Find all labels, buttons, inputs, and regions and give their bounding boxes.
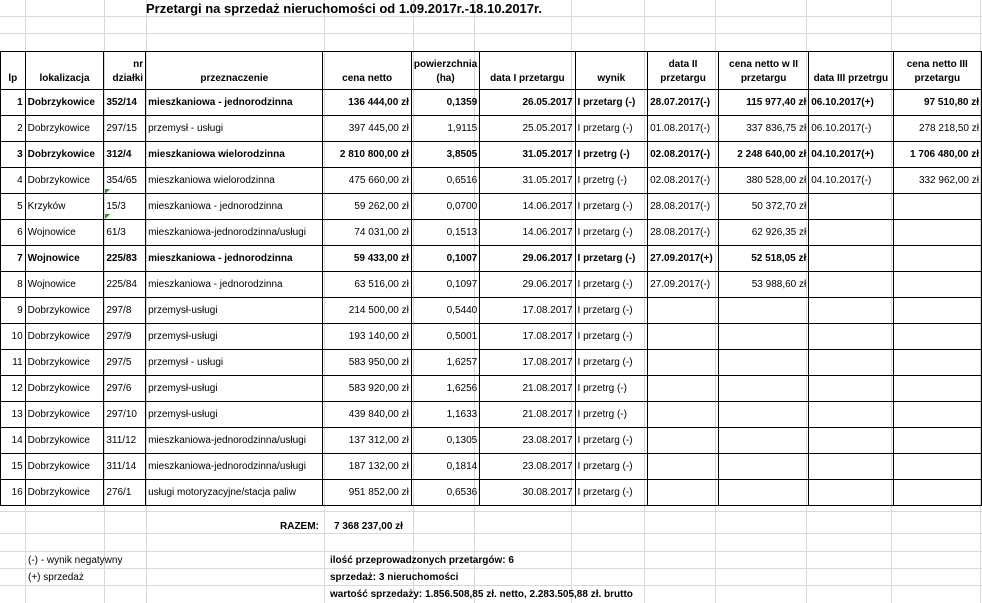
legend-positive: (+) sprzedaż xyxy=(28,572,84,583)
cell-wynik[interactable]: I przetarg (-) xyxy=(575,194,648,220)
cell-lp[interactable]: 11 xyxy=(1,350,26,376)
cell-cena-2[interactable]: 380 528,00 zł xyxy=(718,168,808,194)
cell-nr-dzialki[interactable]: 352/14 xyxy=(104,90,146,116)
cell-lp[interactable]: 5 xyxy=(1,194,26,220)
cell-data-1[interactable]: 25.05.2017 xyxy=(480,116,575,142)
cell-data-3[interactable] xyxy=(809,480,893,506)
cell-data-2[interactable]: 01.08.2017(-) xyxy=(648,116,719,142)
cell-data-1[interactable]: 29.06.2017 xyxy=(480,246,575,272)
cell-lokalizacja[interactable]: Dobrzykowice xyxy=(25,402,104,428)
cell-lokalizacja[interactable]: Wojnowice xyxy=(25,272,104,298)
cell-cena-2[interactable] xyxy=(718,350,808,376)
cell-lokalizacja[interactable]: Dobrzykowice xyxy=(25,324,104,350)
cell-nr-dzialki[interactable]: 225/84 xyxy=(104,272,146,298)
cell-powierzchnia[interactable]: 0,1007 xyxy=(411,246,479,272)
summary-sold: sprzedaż: 3 nieruchomości xyxy=(330,572,459,583)
cell-cena-2[interactable]: 52 518,05 zł xyxy=(718,246,808,272)
cell-przeznaczenie[interactable]: przemysł-usługi xyxy=(146,324,323,350)
cell-data-2[interactable]: 02.08.2017(-) xyxy=(648,142,719,168)
cell-cena-3[interactable] xyxy=(893,272,981,298)
cell-lp[interactable]: 6 xyxy=(1,220,26,246)
cell-lp[interactable]: 13 xyxy=(1,402,26,428)
table-row xyxy=(1,376,982,402)
cell-data-2[interactable] xyxy=(648,298,719,324)
cell-wynik[interactable]: I przetarg (-) xyxy=(575,272,648,298)
cell-nr-dzialki[interactable]: 297/6 xyxy=(104,376,146,402)
cell-wynik[interactable]: I przetarg (-) xyxy=(575,480,648,506)
cell-lp[interactable]: 15 xyxy=(1,454,26,480)
table-row xyxy=(1,480,982,506)
cell-data-3[interactable]: 04.10.2017(+) xyxy=(809,142,893,168)
cell-nr-dzialki[interactable]: 297/15 xyxy=(104,116,146,142)
cell-cena-3[interactable] xyxy=(893,220,981,246)
cell-powierzchnia[interactable]: 3,8505 xyxy=(411,142,479,168)
cell-przeznaczenie[interactable]: mieszkaniowa - jednorodzinna xyxy=(146,90,323,116)
cell-przeznaczenie[interactable]: mieszkaniowa-jednorodzinna/usługi xyxy=(146,454,323,480)
cell-cena-3[interactable] xyxy=(893,324,981,350)
table-row xyxy=(1,116,982,142)
cell-wynik[interactable]: I przetarg (-) xyxy=(575,298,648,324)
cell-przeznaczenie[interactable]: mieszkaniowa-jednorodzinna/usługi xyxy=(146,428,323,454)
cell-cena-netto[interactable]: 137 312,00 zł xyxy=(323,428,411,454)
cell-cena-2[interactable]: 115 977,40 zł xyxy=(718,90,808,116)
total-value[interactable]: 7 368 237,00 zł xyxy=(334,521,403,532)
cell-cena-2[interactable] xyxy=(718,454,808,480)
cell-data-1[interactable]: 17.08.2017 xyxy=(480,324,575,350)
cell-lp[interactable]: 7 xyxy=(1,246,26,272)
cell-lokalizacja[interactable]: Dobrzykowice xyxy=(25,480,104,506)
cell-powierzchnia[interactable]: 0,6536 xyxy=(411,480,479,506)
cell-data-2[interactable] xyxy=(648,402,719,428)
table-row xyxy=(1,90,982,116)
cell-data-3[interactable]: 06.10.2017(+) xyxy=(809,90,893,116)
cell-cena-2[interactable] xyxy=(718,402,808,428)
col-lokalizacja[interactable]: lokalizacja xyxy=(25,52,104,90)
cell-cena-2[interactable] xyxy=(718,480,808,506)
cell-powierzchnia[interactable]: 0,1814 xyxy=(411,454,479,480)
cell-lokalizacja[interactable]: Dobrzykowice xyxy=(25,90,104,116)
cell-powierzchnia[interactable]: 0,1513 xyxy=(411,220,479,246)
cell-wynik[interactable]: I przetrg (-) xyxy=(575,402,648,428)
col-data-3[interactable]: data III przetrgu xyxy=(809,52,893,90)
cell-lp[interactable]: 3 xyxy=(1,142,26,168)
cell-data-1[interactable]: 23.08.2017 xyxy=(480,428,575,454)
col-wynik[interactable]: wynik xyxy=(575,52,648,90)
cell-data-3[interactable]: 06.10.2017(-) xyxy=(809,116,893,142)
cell-lokalizacja[interactable]: Dobrzykowice xyxy=(25,376,104,402)
cell-cena-netto[interactable]: 2 810 800,00 zł xyxy=(323,142,411,168)
cell-wynik[interactable]: I przetarg (-) xyxy=(575,454,648,480)
cell-lokalizacja[interactable]: Krzyków xyxy=(25,194,104,220)
comment-marker-icon xyxy=(105,189,110,194)
cell-cena-3[interactable]: 278 218,50 zł xyxy=(893,116,981,142)
cell-cena-2[interactable] xyxy=(718,428,808,454)
cell-przeznaczenie[interactable]: mieszkaniowa - jednorodzinna xyxy=(146,272,323,298)
cell-przeznaczenie[interactable]: mieszkaniowa-jednorodzinna/usługi xyxy=(146,220,323,246)
cell-cena-3[interactable] xyxy=(893,428,981,454)
cell-cena-2[interactable]: 53 988,60 zł xyxy=(718,272,808,298)
cell-data-3[interactable] xyxy=(809,246,893,272)
cell-data-3[interactable] xyxy=(809,454,893,480)
table-row xyxy=(1,454,982,480)
cell-nr-dzialki[interactable]: 312/4 xyxy=(104,142,146,168)
cell-lp[interactable]: 4 xyxy=(1,168,26,194)
cell-lp[interactable]: 1 xyxy=(1,90,26,116)
table-row xyxy=(1,324,982,350)
table-row xyxy=(1,194,982,220)
cell-data-1[interactable]: 29.06.2017 xyxy=(480,272,575,298)
cell-cena-2[interactable] xyxy=(718,324,808,350)
col-cena-3[interactable]: cena netto III przetargu xyxy=(893,52,981,90)
cell-data-2[interactable]: 02.08.2017(-) xyxy=(648,168,719,194)
cell-data-2[interactable] xyxy=(648,454,719,480)
cell-powierzchnia[interactable]: 0,5440 xyxy=(411,298,479,324)
cell-data-3[interactable]: 04.10.2017(-) xyxy=(809,168,893,194)
cell-lokalizacja[interactable]: Wojnowice xyxy=(25,220,104,246)
cell-data-1[interactable]: 17.08.2017 xyxy=(480,298,575,324)
cell-przeznaczenie[interactable]: przemysł - usługi xyxy=(146,350,323,376)
cell-wynik[interactable]: I przetarg (-) xyxy=(575,324,648,350)
cell-data-1[interactable]: 14.06.2017 xyxy=(480,220,575,246)
header-row xyxy=(1,52,982,90)
cell-wynik[interactable]: I przetarg (-) xyxy=(575,246,648,272)
col-cena-netto[interactable]: cena netto xyxy=(323,52,411,90)
table-row xyxy=(1,428,982,454)
cell-lokalizacja[interactable]: Dobrzykowice xyxy=(25,168,104,194)
cell-cena-2[interactable]: 337 836,75 zł xyxy=(718,116,808,142)
cell-data-1[interactable]: 21.08.2017 xyxy=(480,376,575,402)
cell-przeznaczenie[interactable]: mieszkaniowa wielorodzinna xyxy=(146,168,323,194)
cell-data-3[interactable] xyxy=(809,324,893,350)
cell-wynik[interactable]: I przetarg (-) xyxy=(575,116,648,142)
cell-lokalizacja[interactable]: Dobrzykowice xyxy=(25,142,104,168)
cell-cena-3[interactable] xyxy=(893,350,981,376)
cell-nr-dzialki[interactable]: 225/83 xyxy=(104,246,146,272)
cell-data-2[interactable] xyxy=(648,350,719,376)
cell-wynik[interactable]: I przetarg (-) xyxy=(575,90,648,116)
col-data-1[interactable]: data I przetargu xyxy=(480,52,575,90)
cell-cena-netto[interactable]: 136 444,00 zł xyxy=(323,90,411,116)
legend-negative: (-) - wynik negatywny xyxy=(28,555,123,566)
cell-data-3[interactable] xyxy=(809,220,893,246)
col-lp[interactable]: lp xyxy=(1,52,26,90)
cell-lokalizacja[interactable]: Wojnowice xyxy=(25,246,104,272)
cell-data-3[interactable] xyxy=(809,298,893,324)
cell-cena-3[interactable] xyxy=(893,246,981,272)
cell-cena-3[interactable] xyxy=(893,402,981,428)
cell-powierzchnia[interactable]: 0,5001 xyxy=(411,324,479,350)
cell-przeznaczenie[interactable]: mieszkaniowa wielorodzinna xyxy=(146,142,323,168)
cell-przeznaczenie[interactable]: przemysł-usługi xyxy=(146,402,323,428)
cell-cena-netto[interactable]: 59 433,00 zł xyxy=(323,246,411,272)
cell-data-2[interactable]: 28.07.2017(-) xyxy=(648,90,719,116)
cell-cena-2[interactable] xyxy=(718,298,808,324)
cell-data-2[interactable]: 27.09.2017(+) xyxy=(648,246,719,272)
cell-nr-dzialki[interactable]: 297/9 xyxy=(104,324,146,350)
table-row xyxy=(1,298,982,324)
cell-lp[interactable]: 16 xyxy=(1,480,26,506)
cell-cena-2[interactable]: 62 926,35 zł xyxy=(718,220,808,246)
cell-data-2[interactable] xyxy=(648,480,719,506)
cell-cena-netto[interactable]: 193 140,00 zł xyxy=(323,324,411,350)
col-przeznaczenie[interactable]: przeznaczenie xyxy=(146,52,323,90)
cell-lokalizacja[interactable]: Dobrzykowice xyxy=(25,428,104,454)
cell-lp[interactable]: 2 xyxy=(1,116,26,142)
cell-data-3[interactable] xyxy=(809,428,893,454)
cell-cena-2[interactable] xyxy=(718,376,808,402)
cell-data-1[interactable]: 30.08.2017 xyxy=(480,480,575,506)
col-nr-dzialki[interactable]: nr działki xyxy=(104,52,146,90)
cell-powierzchnia[interactable]: 1,6257 xyxy=(411,350,479,376)
cell-data-2[interactable]: 27.09.2017(-) xyxy=(648,272,719,298)
cell-cena-netto[interactable]: 397 445,00 zł xyxy=(323,116,411,142)
cell-lp[interactable]: 12 xyxy=(1,376,26,402)
cell-cena-3[interactable]: 1 706 480,00 zł xyxy=(893,142,981,168)
cell-powierzchnia[interactable]: 1,9115 xyxy=(411,116,479,142)
cell-data-1[interactable]: 21.08.2017 xyxy=(480,402,575,428)
cell-cena-netto[interactable]: 439 840,00 zł xyxy=(323,402,411,428)
cell-data-2[interactable] xyxy=(648,428,719,454)
cell-lokalizacja[interactable]: Dobrzykowice xyxy=(25,298,104,324)
cell-lp[interactable]: 8 xyxy=(1,272,26,298)
cell-data-3[interactable] xyxy=(809,402,893,428)
cell-nr-dzialki[interactable]: 297/5 xyxy=(104,350,146,376)
cell-powierzchnia[interactable]: 0,6516 xyxy=(411,168,479,194)
cell-data-3[interactable] xyxy=(809,272,893,298)
cell-nr-dzialki[interactable]: 15/3 xyxy=(104,194,146,220)
cell-data-1[interactable]: 31.05.2017 xyxy=(480,142,575,168)
cell-powierzchnia[interactable]: 0,1305 xyxy=(411,428,479,454)
cell-przeznaczenie[interactable]: przemysł-usługi xyxy=(146,298,323,324)
table-row xyxy=(1,168,982,194)
cell-powierzchnia[interactable]: 1,6256 xyxy=(411,376,479,402)
cell-cena-netto[interactable]: 74 031,00 zł xyxy=(323,220,411,246)
cell-data-1[interactable]: 14.06.2017 xyxy=(480,194,575,220)
cell-nr-dzialki[interactable]: 311/14 xyxy=(104,454,146,480)
cell-cena-2[interactable]: 50 372,70 zł xyxy=(718,194,808,220)
cell-wynik[interactable]: I przetrg (-) xyxy=(575,376,648,402)
cell-przeznaczenie[interactable]: przemysł - usługi xyxy=(146,116,323,142)
cell-cena-3[interactable] xyxy=(893,194,981,220)
cell-data-2[interactable] xyxy=(648,324,719,350)
cell-nr-dzialki[interactable]: 354/65 xyxy=(104,168,146,194)
cell-wynik[interactable]: I przetrg (-) xyxy=(575,168,648,194)
cell-cena-netto[interactable]: 951 852,00 zł xyxy=(323,480,411,506)
cell-powierzchnia[interactable]: 0,1097 xyxy=(411,272,479,298)
total-label: RAZEM: xyxy=(280,521,319,532)
cell-data-1[interactable]: 26.05.2017 xyxy=(480,90,575,116)
cell-lokalizacja[interactable]: Dobrzykowice xyxy=(25,116,104,142)
cell-cena-netto[interactable]: 187 132,00 zł xyxy=(323,454,411,480)
cell-nr-dzialki[interactable]: 276/1 xyxy=(104,480,146,506)
cell-lokalizacja[interactable]: Dobrzykowice xyxy=(25,454,104,480)
cell-cena-2[interactable]: 2 248 640,00 zł xyxy=(718,142,808,168)
table-row xyxy=(1,142,982,168)
cell-cena-netto[interactable]: 583 950,00 zł xyxy=(323,350,411,376)
cell-wynik[interactable]: I przetarg (-) xyxy=(575,220,648,246)
table-row xyxy=(1,220,982,246)
cell-przeznaczenie[interactable]: mieszkaniowa - jednorodzinna xyxy=(146,246,323,272)
cell-cena-netto[interactable]: 475 660,00 zł xyxy=(323,168,411,194)
cell-powierzchnia[interactable]: 0,0700 xyxy=(411,194,479,220)
cell-nr-dzialki[interactable]: 297/10 xyxy=(104,402,146,428)
cell-cena-3[interactable] xyxy=(893,480,981,506)
cell-cena-3[interactable] xyxy=(893,298,981,324)
summary-value: wartość sprzedaży: 1.856.508,85 zł. netto, 2.283.505,88 zł. brutto xyxy=(330,589,633,600)
cell-nr-dzialki[interactable]: 61/3 xyxy=(104,220,146,246)
cell-lp[interactable]: 14 xyxy=(1,428,26,454)
cell-cena-netto[interactable]: 59 262,00 zł xyxy=(323,194,411,220)
cell-wynik[interactable]: I przetrg (-) xyxy=(575,142,648,168)
cell-cena-netto[interactable]: 63 516,00 zł xyxy=(323,272,411,298)
cell-cena-3[interactable] xyxy=(893,454,981,480)
cell-wynik[interactable]: I przetarg (-) xyxy=(575,350,648,376)
auctions-table xyxy=(0,51,982,506)
cell-data-1[interactable]: 17.08.2017 xyxy=(480,350,575,376)
sheet-title: Przetargi na sprzedaż nieruchomości od 1.09.2017r.-18.10.2017r. xyxy=(146,1,542,16)
table-row xyxy=(1,402,982,428)
cell-cena-3[interactable] xyxy=(893,376,981,402)
col-cena-2[interactable]: cena netto w II przetargu xyxy=(718,52,808,90)
cell-cena-3[interactable]: 332 962,00 zł xyxy=(893,168,981,194)
summary-count: ilość przeprowadzonych przetargów: 6 xyxy=(330,555,514,566)
cell-data-1[interactable]: 31.05.2017 xyxy=(480,168,575,194)
cell-data-3[interactable] xyxy=(809,194,893,220)
cell-powierzchnia[interactable]: 0,1359 xyxy=(411,90,479,116)
cell-data-1[interactable]: 23.08.2017 xyxy=(480,454,575,480)
cell-przeznaczenie[interactable]: usługi motoryzacyjne/stacja paliw xyxy=(146,480,323,506)
table-row xyxy=(1,272,982,298)
cell-nr-dzialki[interactable]: 311/12 xyxy=(104,428,146,454)
cell-data-2[interactable]: 28.08.2017(-) xyxy=(648,220,719,246)
cell-przeznaczenie[interactable]: przemysł-usługi xyxy=(146,376,323,402)
comment-marker-icon xyxy=(105,214,110,219)
col-powierzchnia[interactable]: powierzchnia (ha) xyxy=(411,52,479,90)
cell-przeznaczenie[interactable]: mieszkaniowa - jednorodzinna xyxy=(146,194,323,220)
cell-data-2[interactable] xyxy=(648,376,719,402)
cell-cena-3[interactable]: 97 510,80 zł xyxy=(893,90,981,116)
table-row xyxy=(1,246,982,272)
col-data-2[interactable]: data II przetargu xyxy=(648,52,719,90)
cell-lp[interactable]: 9 xyxy=(1,298,26,324)
cell-powierzchnia[interactable]: 1,1633 xyxy=(411,402,479,428)
cell-lp[interactable]: 10 xyxy=(1,324,26,350)
cell-nr-dzialki[interactable]: 297/8 xyxy=(104,298,146,324)
cell-wynik[interactable]: I przetarg (-) xyxy=(575,428,648,454)
cell-data-3[interactable] xyxy=(809,376,893,402)
table-row xyxy=(1,350,982,376)
cell-data-3[interactable] xyxy=(809,350,893,376)
cell-cena-netto[interactable]: 583 920,00 zł xyxy=(323,376,411,402)
cell-cena-netto[interactable]: 214 500,00 zł xyxy=(323,298,411,324)
cell-lokalizacja[interactable]: Dobrzykowice xyxy=(25,350,104,376)
cell-data-2[interactable]: 28.08.2017(-) xyxy=(648,194,719,220)
